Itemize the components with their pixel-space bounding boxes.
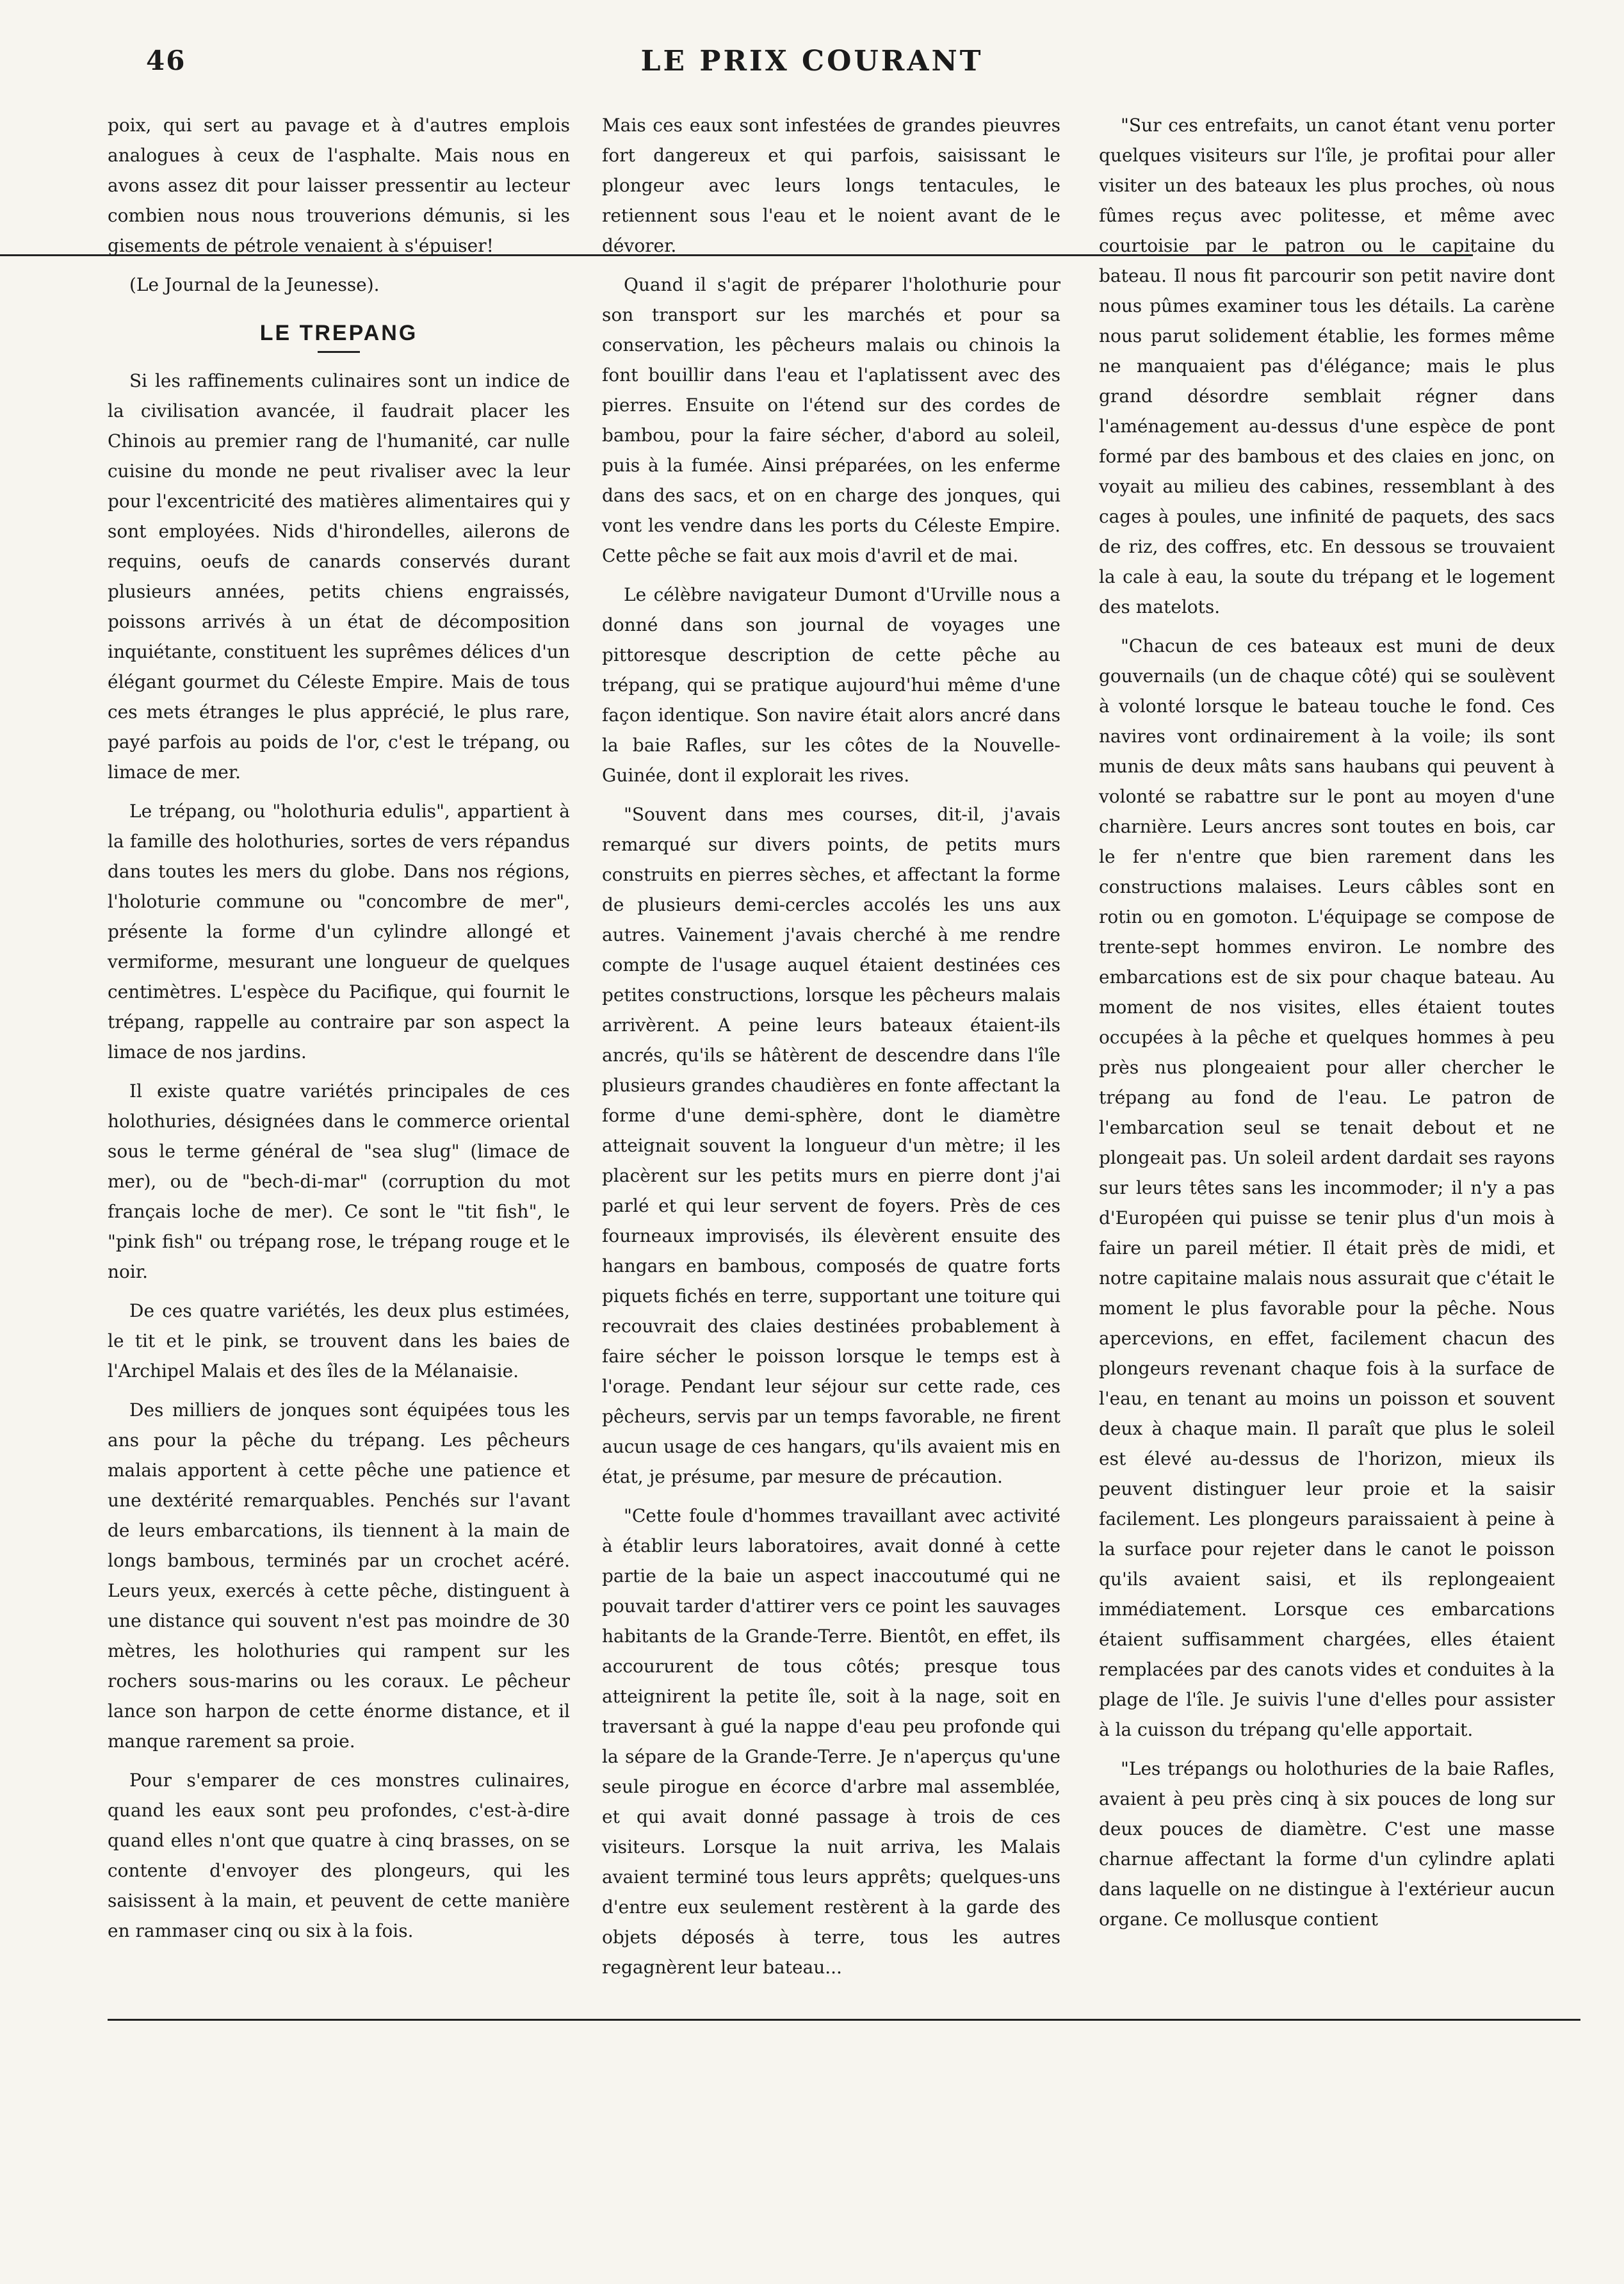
paragraph: Le trépang, ou "holothuria edulis", appartient à la famille des holothuries, sortes de vers répandus dans toutes les mers du globe. Dans nos régions, l'holoturie commune ou "concombre de mer", présente la forme d'un cylindre allongé et vermiforme, mesurant une longueur de quelques centimètres. L'espèce du Pacifique, qui fournit le trépang, rappelle au contraire par son aspect la limace de nos jardins. — [108, 801, 570, 1063]
paragraph: Pour s'emparer de ces monstres culinaires, quand les eaux sont peu profondes, c'est-à-dire quand elles n'ont que quatre à cinq brasses, on se contente d'envoyer des plongeurs, qui les saisissent à la main, et peuvent de cette manière en rammaser cinq ou six à la fois. — [108, 1770, 570, 1941]
paragraph: Des milliers de jonques sont équipées tous les ans pour la pêche du trépang. Les pêcheurs malais apportent à cette pêche une patience et une dextérité remarquables. Penchés sur l'avant de leurs embarcations, ils tiennent à la main de longs bambous, terminés par un crochet acéré. Leurs yeux, exercés à cette pêche, distinguent à une distance qui souvent n'est pas moindre de 30 mètres, les holothuries qui rampent sur les rochers sous-marins ou les coraux. Le pêcheur lance son harpon de cette énorme distance, et il manque rarement sa proie. — [108, 1399, 570, 1752]
column-2 — [602, 110, 1060, 1991]
column-3 — [1099, 110, 1555, 1943]
paragraph: "Cette foule d'hommes travaillant avec activité à établir leurs laboratoires, avait donné à cette partie de la baie un aspect inaccoutumé qui ne pouvait tarder d'attirer vers ce point les sauvages habitants de la Grande-Terre. Bientôt, en effet, ils accoururent de tous côtés; presque tous atteignirent la petite île, soit à la nage, soit en traversant à gué la nappe d'eau peu profonde qui la sépare de la Grande-Terre. Je n'aperçus qu'une seule pirogue en écorce d'arbre mal assemblée, et qui avait donné passage à trois de ces visiteurs. Lorsque la nuit arriva, les Malais avaient terminé tous leurs apprêts; quelques-uns d'entre eux seulement restèrent à la garde des objets déposés à terre, tous les autres regagnèrent leur bateau... — [602, 1505, 1060, 1978]
article-title: LE TREPANG — [259, 321, 418, 345]
paragraph: poix, qui sert au pavage et à d'autres emplois analogues à ceux de l'asphalte. Mais nous en avons assez dit pour laisser pressentir au lecteur combien nous nous trouverions démunis, si les gisements de pétrole venaient à s'épuiser! — [108, 115, 570, 256]
paragraph: Mais ces eaux sont infestées de grandes pieuvres fort dangereux et qui parfois, saisissant le plongeur avec leurs longs tentacules, le retiennent sous l'eau et le noient avant de le dévorer. — [602, 115, 1060, 256]
page-number: 46 — [146, 45, 186, 76]
paragraph: "Souvent dans mes courses, dit-il, j'avais remarqué sur divers points, de petits murs construits en pierres sèches, et affectant la forme de plusieurs demi-cercles accolés les uns aux autres. Vainement j'avais cherché à me rendre compte de l'usage auquel étaient destinées ces petites constructions, lorsque les pêcheurs malais arrivèrent. A peine leurs bateaux étaient-ils ancrés, qu'ils se hâtèrent de descendre dans l'île plusieurs grandes chaudières en fonte affectant la forme d'une demi-sphère, dont le diamètre atteignait souvent la longueur d'un mètre; il les placèrent sur les petits murs en pierre dont j'ai parlé et qui leur servent de foyers. Près de ces fourneaux improvisés, ils élevèrent ensuite des hangars en bambous, composés de quatre forts piquets fichés en terre, supportant une toiture qui recouvrait des claies destinées probablement à faire sécher le poisson lorsque le temps est à l'orage. Pendant leur séjour sur cette rade, ces pêcheurs, servis par un temps favorable, ne firent aucun usage de ces hangars, qu'ils avaient mis en état, je présume, par mesure de précaution. — [602, 804, 1060, 1487]
paragraph: "Les trépangs ou holothuries de la baie Rafles, avaient à peu près cinq à six pouces de long sur deux pouces de diamètre. C'est une masse charnue affectant la forme d'un cylindre aplati dans laquelle on ne distingue à l'extérieur aucun organe. Ce mollusque contient — [1099, 1758, 1555, 1930]
page-header — [0, 45, 1624, 90]
paragraph: De ces quatre variétés, les deux plus estimées, le tit et le pink, se trouvent dans les baies de l'Archipel Malais et des îles de la Mélanaisie. — [108, 1300, 570, 1382]
title-divider — [318, 351, 360, 353]
paragraph: Le célèbre navigateur Dumont d'Urville nous a donné dans son journal de voyages une pittoresque description de cette pêche au trépang, qui se pratique aujourd'hui même d'une façon identique. Son navire était alors ancré dans la baie Rafles, sur les côtes de la Nouvelle-Guinée, dont il explorait les rives. — [602, 584, 1060, 786]
article-source: (Le Journal de la Jeunesse). — [129, 274, 380, 295]
paragraph: Si les raffinements culinaires sont un indice de la civilisation avancée, il faudrait placer les Chinois au premier rang de l'humanité, car nulle cuisine du monde ne peut rivaliser avec la leur pour l'excentricité des matières alimentaires qui y sont employées. Nids d'hirondelles, ailerons de requins, oeufs de canards conservés durant plusieurs années, petits chiens engraissés, poissons arrivés à un état de décomposition inquiétante, constituent les suprêmes délices d'un élégant gourmet du Céleste Empire. Mais de tous ces mets étranges le plus apprécié, le plus rare, payé parfois au poids de l'or, c'est le trépang, ou limace de mer. — [108, 370, 570, 783]
column-1 — [108, 110, 570, 1955]
paragraph: Quand il s'agit de préparer l'holothurie pour son transport sur les marchés et pour sa conservation, les pêcheurs malais ou chinois la font bouillir dans l'eau et l'aplatissent avec des pierres. Ensuite on l'étend sur des cordes de bambou, pour la faire sécher, d'abord au soleil, puis à la fumée. Ainsi préparées, on les enferme dans des sacs, et on en charge des jonques, qui vont les vendre dans les ports du Céleste Empire. Cette pêche se fait aux mois d'avril et de mai. — [602, 274, 1060, 566]
paragraph: Il existe quatre variétés principales de ces holothuries, désignées dans le commerce oriental sous le terme général de "sea slug" (limace de mer), ou de "bech-di-mar" (corruption du mot français loche de mer). Ce sont le "tit fish", le "pink fish" ou trépang rose, le trépang rouge et le noir. — [108, 1081, 570, 1282]
paragraph: "Chacun de ces bateaux est muni de deux gouvernails (un de chaque côté) qui se soulèvent à volonté lorsque le bateau touche le fond. Ces navires vont ordinairement à la voile; ils sont munis de deux mâts sans haubans qui peuvent à volonté se rabattre sur le pont au moyen d'une charnière. Leurs ancres sont toutes en bois, car le fer n'entre que bien rarement dans les constructions malaises. Leurs câbles sont en rotin ou en gomoton. L'équipage se compose de trente-sept hommes environ. Le nombre des embarcations est de six pour chaque bateau. Au moment de nos visites, elles étaient toutes occupées à la pêche et quelques hommes à peu près nus plongeaient pour aller chercher le trépang au fond de l'eau. Le patron de l'embarcation seul se tenait debout et ne plongeait pas. Un soleil ardent dardait ses rayons sur leurs têtes sans les incommoder; il n'y a pas d'Européen qui puisse se tenir plus d'un mois à faire un pareil métier. Il était près de midi, et notre capitaine malais nous assurait que c'était le moment le plus favorable pour la pêche. Nous apercevions, en effet, facilement chacun des plongeurs revenant chaque fois à la surface de l'eau, en tenant au moins un poisson et souvent deux à chaque main. Il paraît que plus le soleil est élevé au-dessus de l'horizon, mieux ils peuvent distinguer leur proie et la saisir facilement. Les plongeurs paraissaient à peine à la surface pour rejeter dans le canot le poisson qu'ils avaient saisi, et ils replongeaient immédiatement. Lorsque ces embarcations étaient suffisamment chargées, elles étaient remplacées par des canots vides et conduites à la plage de l'île. Je suivis l'une d'elles pour assister à la cuisson du trépang qu'elle apportait. — [1099, 635, 1555, 1740]
paragraph: "Sur ces entrefaits, un canot étant venu porter quelques visiteurs sur l'île, je profitai pour aller visiter un des bateaux les plus proches, où nous fûmes reçus avec politesse, et même avec courtoisie par le patron ou le capitaine du bateau. Il nous fit parcourir son petit navire dont nous pûmes examiner tous les détails. La carène nous parut solidement établie, les formes même ne manquaient pas d'élégance; mais le plus grand désordre semblait régner dans l'aménagement au-dessus d'une espèce de pont formé par des bambous et des claies en jonc, on voyait au milieu des cabines, ressemblant à des cages à poules, une infinité de paquets, des sacs de riz, des coffres, etc. En dessous se trouvaient la cale à eau, la soute du trépang et le logement des matelots. — [1099, 115, 1555, 617]
fold-line-bottom — [108, 2019, 1580, 2021]
journal-title: LE PRIX COURANT — [640, 45, 984, 77]
